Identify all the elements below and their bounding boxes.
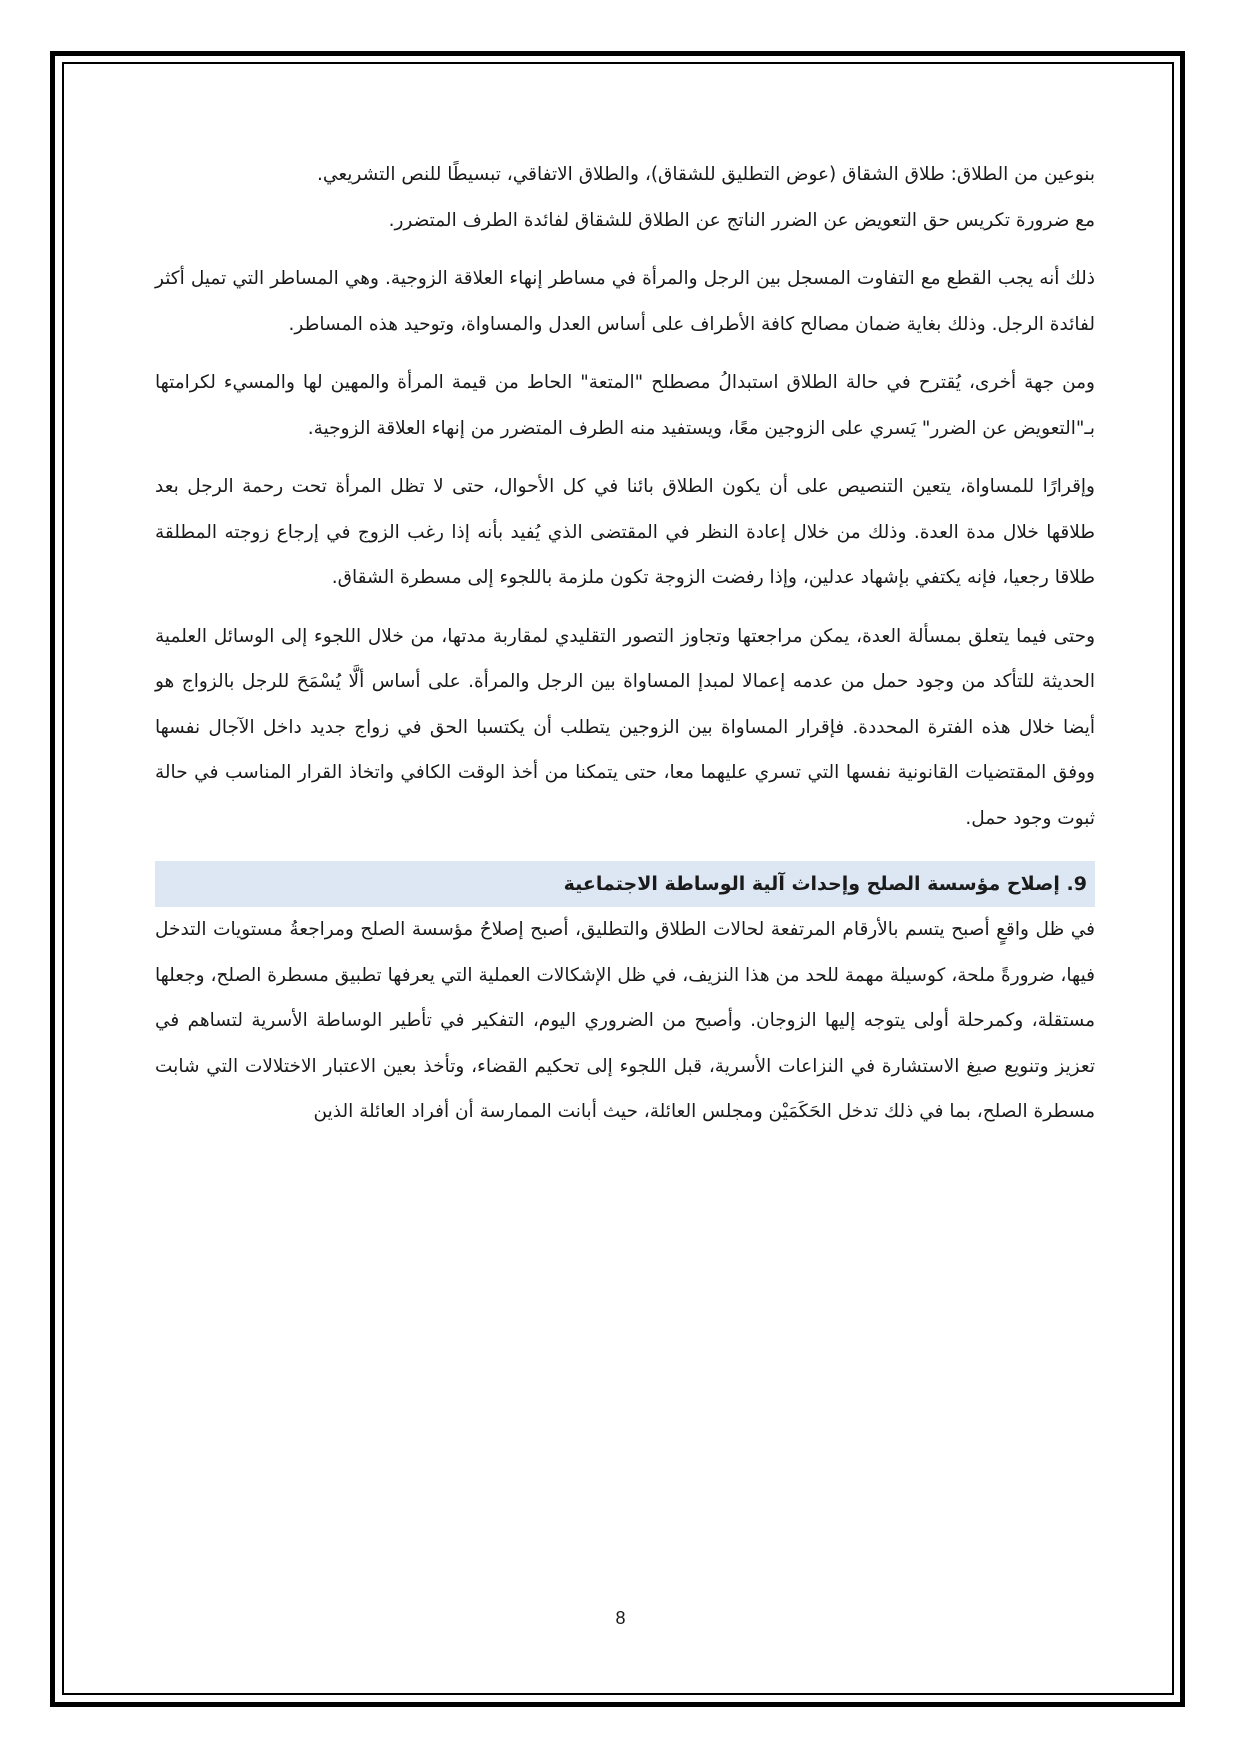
section-title: إصلاح مؤسسة الصلح وإحداث آلية الوساطة الاجتماعية [563, 873, 1060, 895]
section-number: 9. [1066, 873, 1087, 895]
section-heading [155, 861, 1095, 907]
document-body [155, 152, 1095, 1135]
page-number: 8 [615, 1608, 626, 1628]
paragraph-equality-divorce: وإقرارًا للمساواة، يتعين التنصيص على أن يكون الطلاق بائنا في كل الأحوال، حتى لا تظل المرأة تحت رحمة الرجل بعد طلاقها خلال مدة العدة. وذلك من خلال إعادة النظر في المقتضى الذي يُفيد بأنه إذا رغب الزوج في إرجاع زوجته المطلقة طلاقا رجعيا، فإنه يكتفي بإشهاد عدلين، وإذا رفضت الزوجة تكون ملزمة باللجوء إلى مسطرة الشقاق. [155, 476, 1095, 588]
intro-line-2: مع ضرورة تكريس حق التعويض عن الضرر الناتج عن الطلاق للشقاق لفائدة الطرف المتضرر. [388, 209, 1095, 231]
section-body: في ظل واقعٍ أصبح يتسم بالأرقام المرتفعة لحالات الطلاق والتطليق، أصبح إصلاحُ مؤسسة الصلح ومراجعةُ مستويات التدخل فيها، ضرورةً ملحة، كوسيلة مهمة للحد من هذا النزيف، في ظل الإشكالات العملية التي يعرفها تطبيق مسطرة الصلح، وجعلها مستقلة، وكمرحلة أولى يتوجه إليها الزوجان. وأصبح من الضروري اليوم، التفكير في تأطير الوساطة الأسرية لتساهم في تعزيز وتنويع صيغ الاستشارة في النزاعات الأسرية، قبل اللجوء إلى تحكيم القضاء، وتأخذ بعين الاعتبار الاختلالات التي شابت مسطرة الصلح، بما في ذلك تدخل الحَكَمَيْن ومجلس العائلة، حيث أبانت الممارسة أن أفراد العائلة الذين [155, 919, 1095, 1122]
paragraph-compensation: ومن جهة أخرى، يُقترح في حالة الطلاق استبدالُ مصطلح "المتعة" الحاط من قيمة المرأة والمهين لها والمسيء لكرامتها بـ"التعويض عن الضرر" يَسري على الزوجين معًا، ويستفيد منه الطرف المتضرر من إنهاء العلاقة الزوجية. [155, 372, 1095, 439]
intro-line-1: بنوعين من الطلاق: طلاق الشقاق (عوض التطليق للشقاق)، والطلاق الاتفاقي، تبسيطًا للنص التشريعي. [317, 164, 1095, 185]
paragraph-waiting-period: وحتى فيما يتعلق بمسألة العدة، يمكن مراجعتها وتجاوز التصور التقليدي لمقاربة مدتها، من خلال اللجوء إلى الوسائل العلمية الحديثة للتأكد من وجود حمل من عدمه إعمالا لمبدإ المساواة بين الرجل والمرأة. على أساس ألَّا يُسْمَحَ للرجل بالزواج هو أيضا خلال هذه الفترة المحددة. فإقرار المساواة بين الزوجين يتطلب أن يكتسبا الحق في زواج جديد داخل الآجال نفسها ووفق المقتضيات القانونية نفسها التي تسري عليهما معا، حتى يتمكنا من أخذ الوقت الكافي واتخاذ القرار المناسب في حالة ثبوت وجود حمل. [155, 625, 1095, 829]
paragraph-divorce-procedures: ذلك أنه يجب القطع مع التفاوت المسجل بين الرجل والمرأة في مساطر إنهاء العلاقة الزوجية. وهي المساطر التي تميل أكثر لفائدة الرجل. وذلك بغاية ضمان مصالح كافة الأطراف على أساس العدل والمساواة، وتوحيد هذه المساطر. [155, 268, 1095, 335]
